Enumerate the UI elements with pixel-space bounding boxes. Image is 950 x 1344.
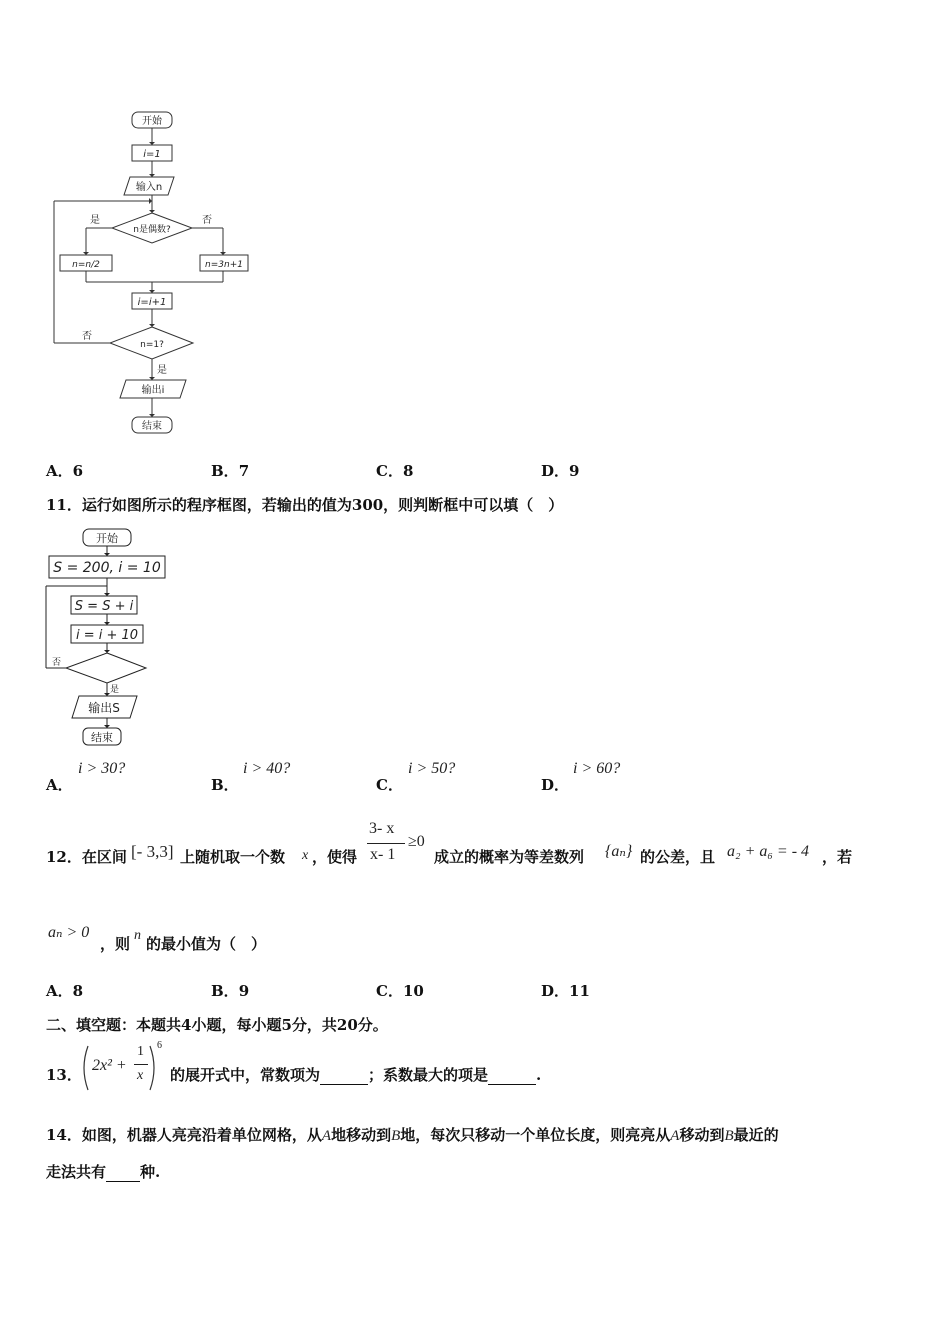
q10-option-d[interactable]: D．9 xyxy=(541,462,580,480)
q12-option-b[interactable]: B．9 xyxy=(211,982,250,1000)
fc1-no1-label: 否 xyxy=(202,215,212,226)
q14-blank[interactable] xyxy=(106,1167,140,1182)
q13-blank-2[interactable] xyxy=(488,1070,536,1085)
q13-number: 13． xyxy=(46,1066,82,1084)
q12-part1: 12．在区间 xyxy=(46,848,127,866)
q10-option-a[interactable]: A．6 xyxy=(46,462,84,480)
fc2-end-label: 结束 xyxy=(91,731,113,744)
fc2-decision xyxy=(66,653,146,683)
q10-option-b[interactable]: B．7 xyxy=(211,462,250,480)
q13-blank-1[interactable] xyxy=(320,1070,368,1085)
q12-line2-text1: ，则 xyxy=(100,935,131,953)
q12-condition: a₂ + a₆ = - 4 xyxy=(727,843,810,860)
q11-option-a[interactable]: A． xyxy=(46,776,73,794)
q12-part5: 的公差，且 xyxy=(640,848,716,866)
fc2-no-label: 否 xyxy=(52,658,62,668)
fc2-increment-label: i = i + 10 xyxy=(75,628,139,643)
q12-fraction-denominator: x- 1 xyxy=(370,846,396,863)
q12-option-c[interactable]: C．10 xyxy=(376,982,424,1000)
q11-option-b[interactable]: B． xyxy=(211,776,239,794)
q11-option-d-value: i > 60? xyxy=(573,760,621,777)
q12-sequence: {aₙ} xyxy=(605,843,633,860)
q11-option-b-value: i > 40? xyxy=(243,760,291,777)
q11-option-a-value: i > 30? xyxy=(78,760,126,777)
flowchart-sum xyxy=(40,524,180,754)
flowchart-collatz xyxy=(40,105,260,440)
q12-interval: [- 3,3] xyxy=(131,842,174,861)
fc2-init-label: S = 200, i = 10 xyxy=(53,560,161,576)
q10-option-c[interactable]: C．8 xyxy=(376,462,414,480)
q13-text: 的展开式中，常数项为 ；系数最大的项是 . xyxy=(170,1066,542,1084)
q13-fraction-bar xyxy=(134,1064,148,1065)
fc1-output-label: 输出i xyxy=(141,385,165,396)
q13-exponent: 6 xyxy=(157,1040,162,1051)
fc1-init-label: i=1 xyxy=(143,149,161,160)
q12-inequality: ≥0 xyxy=(408,833,425,850)
q12-part3: ，使得 xyxy=(312,848,358,866)
q12-var-x: x xyxy=(302,848,309,863)
fc1-yes1-label: 是 xyxy=(90,215,100,226)
fc2-output-label: 输出S xyxy=(88,701,120,715)
section-fill-in-heading: 二、填空题：本题共4小题，每小题5分，共20分。 xyxy=(46,1016,388,1034)
fc1-input-label: 输入n xyxy=(135,182,163,193)
fc1-yes2-label: 是 xyxy=(157,365,167,376)
fc1-decision2-label: n=1? xyxy=(140,340,164,350)
fc2-sum-label: S = S + i xyxy=(74,599,134,614)
fc2-yes-label: 是 xyxy=(110,685,120,695)
q12-option-a[interactable]: A．8 xyxy=(46,982,84,1000)
q12-part4: 成立的概率为等差数列 xyxy=(434,848,585,866)
q14-line1: 14．如图，机器人亮亮沿着单位网格，从A地移动到B地，每次只移动一个单位长度，则亮亮从A移动到B最近的 xyxy=(46,1126,779,1144)
q12-fraction-bar xyxy=(367,843,405,844)
fc2-start-label: 开始 xyxy=(96,532,118,545)
q13-fraction-numerator: 1 xyxy=(137,1044,144,1059)
q13-fraction-denominator: x xyxy=(137,1068,144,1083)
fc1-decision1-label: n是偶数? xyxy=(133,225,171,235)
q12-line2-condition: aₙ > 0 xyxy=(48,924,90,941)
q12-part2: 上随机取一个数 xyxy=(180,848,286,866)
q13-expression: 2x² + xyxy=(92,1057,127,1074)
fc1-increment-label: i=i+1 xyxy=(137,297,167,308)
q11-option-c[interactable]: C． xyxy=(376,776,403,794)
q14-line2: 走法共有 种. xyxy=(46,1163,161,1181)
fc1-no2-label: 否 xyxy=(82,331,92,342)
fc1-left-box-label: n=n/2 xyxy=(72,260,100,270)
q12-option-d[interactable]: D．11 xyxy=(541,982,590,1000)
q12-part6: ，若 xyxy=(822,848,853,866)
q12-line2-text2: 的最小值为（ ） xyxy=(146,935,267,953)
q12-var-n: n xyxy=(134,928,141,943)
q11-stem: 11．运行如图所示的程序框图，若输出的值为300，则判断框中可以填（ ） xyxy=(46,496,564,514)
fc1-right-box-label: n=3n+1 xyxy=(205,260,243,270)
q11-option-d[interactable]: D． xyxy=(541,776,570,794)
q11-option-c-value: i > 50? xyxy=(408,760,456,777)
q12-fraction-numerator: 3- x xyxy=(369,820,395,837)
fc1-start-label: 开始 xyxy=(142,116,162,127)
fc1-end-label: 结束 xyxy=(142,421,162,432)
